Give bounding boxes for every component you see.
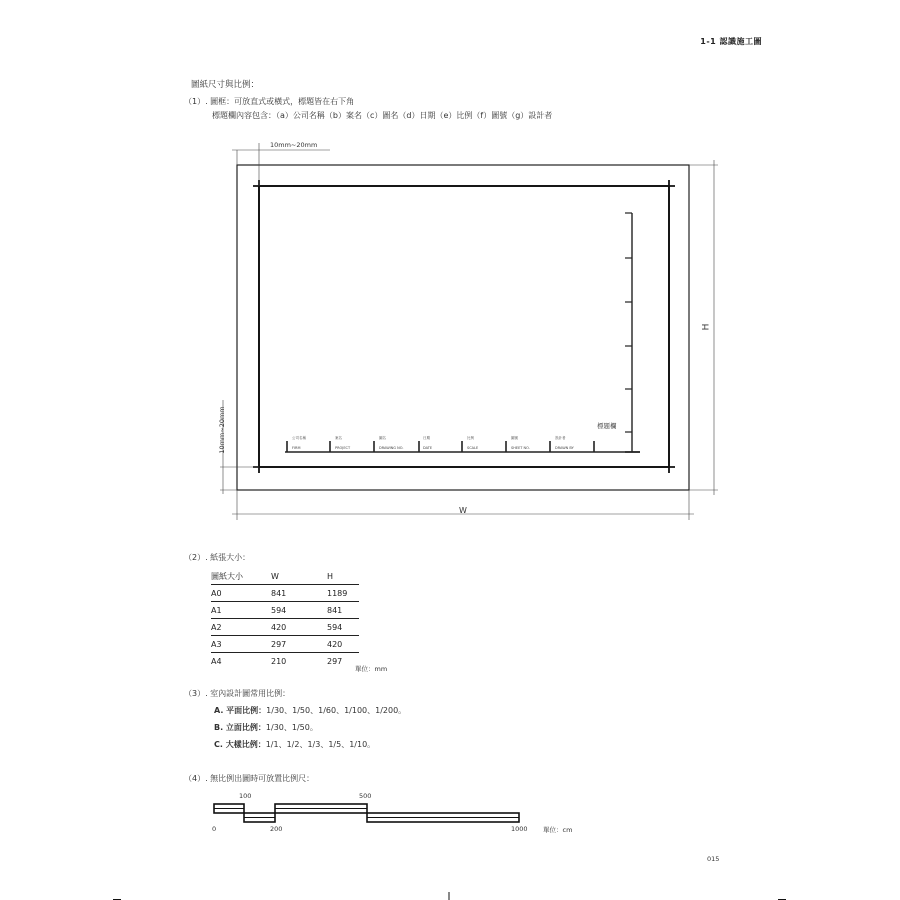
page-number: 015: [707, 855, 720, 863]
table-cell: A0: [211, 585, 271, 602]
table-cell: 1189: [327, 585, 359, 602]
table-cell: A2: [211, 619, 271, 636]
table-cell: 420: [271, 619, 327, 636]
table-cell: 594: [271, 602, 327, 619]
height-label: H: [701, 323, 712, 331]
top-margin-label: 10mm~20mm: [270, 141, 318, 149]
scale-values: 1/1、1/2、1/3、1/5、1/10。: [265, 740, 376, 749]
page-title: 圖紙尺寸與比例：: [191, 80, 260, 90]
scale-bar-label: 200: [270, 825, 283, 833]
scale-bar-label: 1000: [511, 825, 528, 833]
table-cell: A1: [211, 602, 271, 619]
table-cell: 841: [327, 602, 359, 619]
title-cell-en: DRAWING NO.: [379, 446, 404, 450]
chapter-header: 1-1 認識施工圖: [700, 37, 762, 46]
table-cell: 297: [271, 636, 327, 653]
table-cell: 297: [327, 656, 343, 666]
table-unit-note: 單位：mm: [355, 665, 388, 673]
table-cell: 841: [271, 585, 327, 602]
title-cell-en: DATE: [423, 446, 433, 450]
column-header: 圖紙大小: [211, 568, 271, 585]
section-2-heading: （2）. 紙張大小：: [184, 553, 251, 562]
width-label: W: [459, 506, 467, 515]
title-cell-en: SHEET NO.: [511, 446, 530, 450]
title-cell-en: SCALE: [467, 446, 479, 450]
scale-values: 1/30、1/50、1/60、1/100、1/200。: [266, 706, 407, 715]
title-cell-zh: 公司名稱: [292, 436, 306, 440]
scale-values: 1/30、1/50。: [265, 723, 318, 732]
scale-label: C. 大樣比例：: [214, 740, 266, 749]
title-block-label: 標題欄: [597, 422, 617, 430]
title-cell-zh: 圖名: [379, 436, 386, 440]
scale-bar-unit: 單位：cm: [543, 826, 573, 834]
title-cell-en: PROJECT: [335, 446, 351, 450]
title-cell-zh: 設計者: [555, 436, 566, 440]
table-cell: A3: [211, 636, 271, 653]
title-cell-en: DRAWN BY: [555, 446, 574, 450]
section-4-heading: （4）. 無比例出圖時可放置比例尺：: [184, 774, 315, 783]
title-cell-zh: 圖號: [511, 436, 518, 440]
title-cell-zh: 日期: [423, 436, 430, 440]
table-cell: 210: [271, 656, 287, 666]
scale-label: A. 平面比例：: [214, 706, 267, 715]
scale-bar-label: 100: [239, 792, 252, 800]
section-3-heading: （3）. 室內設計圖常用比例：: [184, 689, 291, 698]
section-1-line-1: （1）. 圖框：可放直式或橫式，標題皆在右下角: [184, 97, 355, 106]
column-header: W: [271, 568, 327, 585]
table-cell: 594: [327, 619, 359, 636]
section-1-line-2: 標題欄內容包含：（a）公司名稱（b）案名（c）圖名（d）日期（e）比例（f）圖號（g）設計者: [212, 111, 553, 120]
scale-label: B. 立面比例：: [214, 723, 266, 732]
title-cell-zh: 比例: [467, 436, 474, 440]
title-cell-en: FIRM: [292, 446, 301, 450]
left-margin-label: 10mm~20mm: [218, 406, 226, 454]
scale-bar-label: 500: [359, 792, 372, 800]
table-cell: 420: [327, 636, 359, 653]
scale-bar-label: 0: [212, 825, 217, 833]
column-header: H: [327, 568, 359, 585]
table-cell: A4: [211, 656, 222, 666]
title-cell-zh: 案名: [335, 436, 342, 440]
